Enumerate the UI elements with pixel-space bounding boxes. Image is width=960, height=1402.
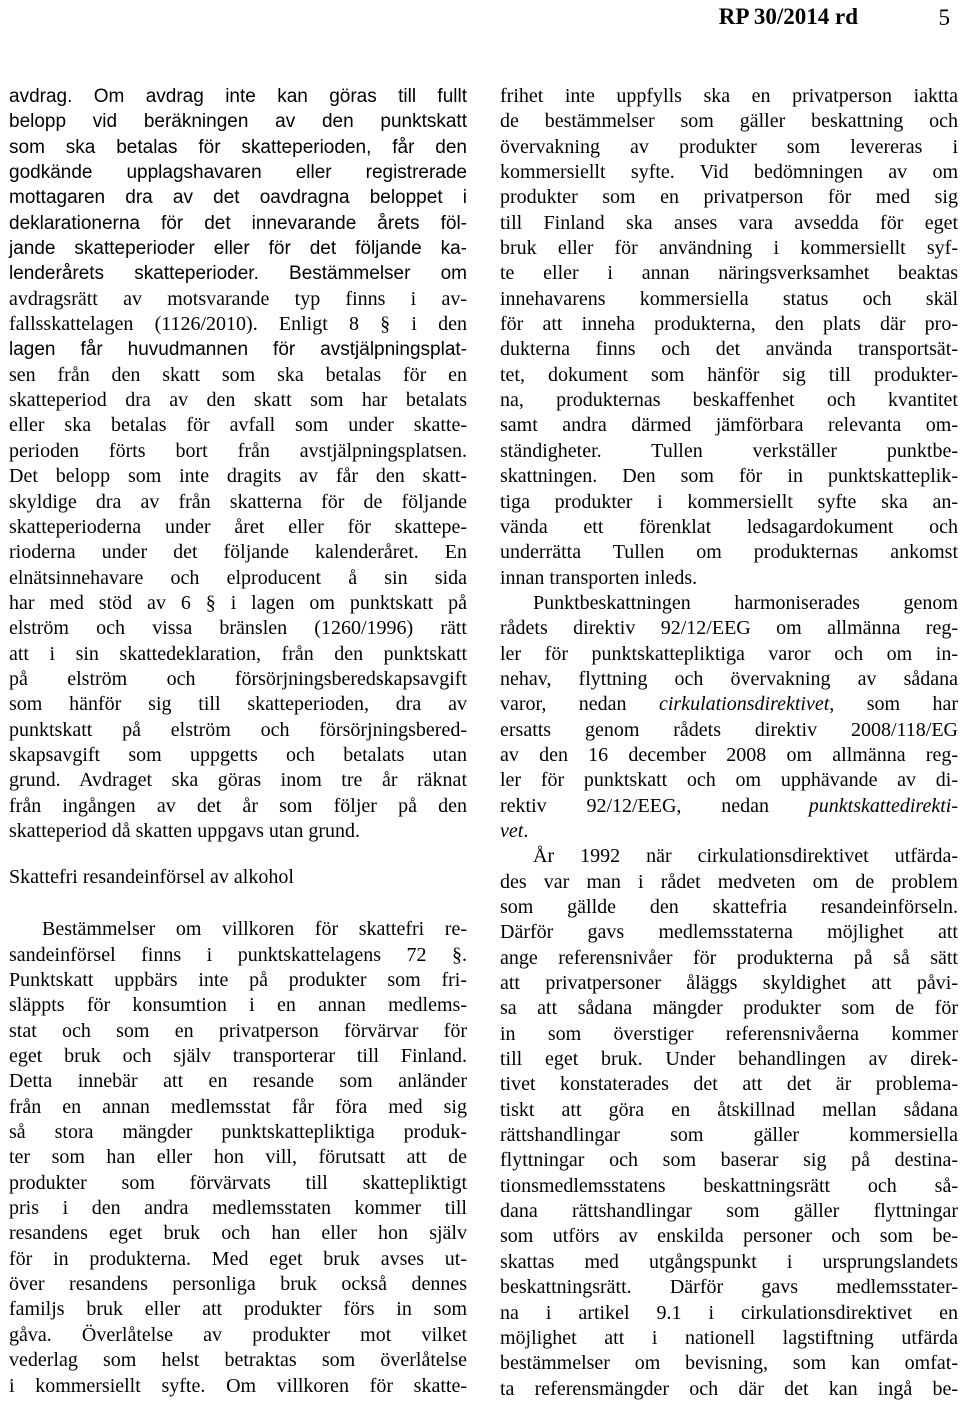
text-line: kommersiellt syfte. Vid bedömningen av om <box>500 161 958 184</box>
page-header <box>0 0 960 40</box>
text-line: perioden förts bort från avstjälpningsplatsen. <box>9 439 467 462</box>
text-line: skattas med utgångspunkt i ursprungslandets <box>500 1250 958 1273</box>
paragraph-deduction <box>9 84 467 844</box>
paragraph-travel-import <box>9 917 467 1399</box>
text-line: möjlighet att i nationell lagstiftning utfärda <box>500 1326 958 1349</box>
text-line: sa att sådana mängder produkter som de för <box>500 997 958 1020</box>
page-number: 5 <box>938 5 950 30</box>
section-heading: Skattefri resandeinförsel av alkohol <box>9 866 294 889</box>
text-line: Det belopp som inte dragits av får den skatt- <box>9 465 467 488</box>
text-line: rådets direktiv 92/12/EEG om allmänna reg- <box>500 617 958 640</box>
text-line: att i sin skattedeklaration, från den punktskatt <box>9 642 467 665</box>
paragraph-reference-levels <box>500 844 958 1402</box>
text-line: na i artikel 9.1 i cirkulationsdirektivet en <box>500 1301 958 1324</box>
text-segment: rektiv 92/12/EEG, nedan <box>500 794 769 817</box>
text-line: att privatpersoner åläggs skyldighet att påvi- <box>500 972 958 995</box>
text-line: nehav, flyttning och övervakning av sådana <box>500 667 958 690</box>
text-line: fallsskattelagen (1126/2010). Enligt 8 § i den <box>9 313 467 336</box>
text-line: skattningen. Den som för in punktskatteplik- <box>500 465 958 488</box>
right-column <box>500 84 958 1402</box>
italic-term: punktskattedirekti- <box>808 794 958 817</box>
text-line: på elström och försörjningsberedskapsavgift <box>9 667 467 690</box>
text-line: frihet inte uppfylls ska en privatperson iaktta <box>500 85 958 107</box>
text-line: flyttningar och som baserar sig på destina- <box>500 1149 958 1172</box>
text-line: underrätta Tullen om produkternas ankomst <box>500 541 958 564</box>
text-line: produkter som förvärvats till skattepliktigt <box>9 1171 467 1194</box>
text-line: des var man i rådet medveten om de problem <box>500 870 958 893</box>
text-line: mottagaren dra av det oavdragna beloppet i <box>9 187 467 209</box>
document-reference: RP 30/2014 rd <box>718 4 858 29</box>
text-line: resandens eget bruk och han eller hon själv <box>9 1222 467 1245</box>
text-line <box>500 819 958 844</box>
text-line: ständigheter. Tullen verkställer punktbe- <box>500 439 958 462</box>
text-line: te eller i annan näringsverksamhet beaktas <box>500 262 958 285</box>
text-line: sandeinförsel finns i punktskattelagens 72 §. <box>9 943 467 966</box>
text-line: jande skatteperioder eller för det följande ka- <box>9 238 467 260</box>
text-line: skatteperiod dra av den skatt som har betalats <box>9 389 467 412</box>
text-line: ta referensmängder och där det kan ingå be- <box>500 1377 958 1400</box>
text-line: skatteperiod då skatten uppgavs utan grund. <box>9 819 361 842</box>
text-line: stat och som en privatperson förvärvar för <box>9 1019 467 1042</box>
text-line: tiga produkter i kommersiellt syfte ska an- <box>500 490 958 513</box>
text-line: som gällde den skattefria resandeinförseln. <box>500 896 958 918</box>
text-line: eget bruk och själv transporterar till Finland. <box>9 1045 467 1068</box>
text-line: beskattningsrätt. Därför gavs medlemsstater- <box>500 1276 958 1299</box>
text-line: vända ett förenklat ledsagardokument och <box>500 515 958 538</box>
text-line: ersatts genom rådets direktiv 2008/118/EG <box>500 718 958 741</box>
text-line: tivet konstaterades det att det är problema- <box>500 1073 958 1096</box>
text-line: ler för punktskatt och om upphävande av di- <box>500 769 958 792</box>
text-line: har med stöd av 6 § i lagen om punktskatt på <box>9 591 467 614</box>
text-line: ange referensnivåer för produkterna på så sätt <box>500 946 958 969</box>
text-line: samt andra därmed jämförbara relevanta om- <box>500 414 958 437</box>
text-line: bestämmelser om bevisning, som kan omfat- <box>500 1352 958 1375</box>
text-line: för att inneha produkterna, den plats där pro- <box>500 313 958 336</box>
text-line: vederlag som helst betraktas som överlåtelse <box>9 1349 467 1372</box>
text-line: bruk eller för användning i kommersiellt syf- <box>500 237 958 260</box>
text-line: produkter som en privatperson för med sig <box>500 186 958 209</box>
text-line: Punktbeskattningen harmoniserades genom <box>533 591 958 614</box>
text-line: i kommersiellt syfte. Om villkoren för skatte- <box>9 1374 467 1397</box>
paragraph-harmonisation <box>500 591 958 844</box>
text-line: för in produkterna. Med eget bruk avses ut- <box>9 1247 467 1270</box>
text-line: övervakning av produkter som levereras i <box>500 135 958 158</box>
text-line: lenderårets skatteperioder. Bestämmelser om <box>9 263 467 285</box>
text-line: Detta innebär att en resande som anländer <box>9 1070 467 1093</box>
text-line: skapsavgift som uppgetts och betalats utan <box>9 743 467 766</box>
text-line: släppts för konsumtion i en annan medlems- <box>9 994 467 1017</box>
text-line: skatteperioderna under året eller för skattepe- <box>9 515 467 538</box>
paragraph-commercial-purpose <box>500 84 958 591</box>
text-line: till Finland ska anses vara avsedda för eget <box>500 211 958 234</box>
text-line: till eget bruk. Under behandlingen av direk- <box>500 1048 958 1071</box>
text-line: rättshandlingar som gäller kommersiella <box>500 1124 958 1147</box>
text-line: pris i den andra medlemsstaten kommer till <box>9 1197 467 1220</box>
spacer <box>9 844 467 864</box>
text-line: tiskt att göra en åtskillnad mellan sådana <box>500 1098 958 1121</box>
text-segment: varor, nedan <box>500 693 627 716</box>
text-line: från ingången av det år som följer på den <box>9 794 467 817</box>
text-line: som utförs av enskilda personer och som be- <box>500 1225 958 1248</box>
italic-term: vet <box>500 819 524 842</box>
text-line: deklarationerna för det innevarande årets föl- <box>9 212 467 234</box>
text-line: Bestämmelser om villkoren för skattefri re- <box>42 918 467 941</box>
text-line: tet, dokument som hänför sig till produkter- <box>500 363 958 386</box>
italic-term: cirkulationsdirektivet <box>658 693 830 716</box>
text-line: över resandens personliga bruk också dennes <box>9 1273 467 1296</box>
text-line: in som överstiger referensnivåerna kommer <box>500 1022 958 1045</box>
text-line: innan transporten inleds. <box>500 566 698 589</box>
text-line: skyldige dra av från skatterna för de följande <box>9 490 467 513</box>
text-line: grund. Avdraget ska göras inom tre år räknat <box>9 769 467 792</box>
text-line: Därför gavs medlemsstaterna möjlighet att <box>500 921 958 944</box>
text-line: na, produkternas beskaffenhet och kvantitet <box>500 389 958 412</box>
text-line: elnätsinnehavare och elproducent å sin sida <box>9 566 467 589</box>
text-line: sen från den skatt som ska betalas för en <box>9 363 467 386</box>
text-line: dukterna finns och det använda transportsät- <box>500 338 958 361</box>
text-line: punktskatt på elström och försörjningsbered- <box>9 718 467 741</box>
text-line: lagen får huvudmannen för avstjälpningsplat- <box>9 339 467 361</box>
text-line: rioderna under det följande kalenderåret. En <box>9 541 467 564</box>
text-segment: . <box>523 819 529 842</box>
text-line: innehavarens kommersiella status och skäl <box>500 287 958 310</box>
text-line: som ska betalas för skatteperioden, får den <box>9 136 467 158</box>
text-line: som hänför sig till skatteperioden, dra av <box>9 693 467 716</box>
text-line: dana rättshandlingar som gäller flyttningar <box>500 1200 958 1223</box>
text-line <box>500 794 958 819</box>
text-line: ler för punktskattepliktiga varor och om in- <box>500 642 958 665</box>
text-line: godkände upplagshavaren eller registrerade <box>9 162 467 184</box>
text-line: Punktskatt uppbärs inte på produkter som fri- <box>9 969 467 991</box>
text-line: så stora mängder punktskattepliktiga produk- <box>9 1121 467 1144</box>
left-column <box>9 84 467 1399</box>
text-line: belopp vid beräkningen av den punktskatt <box>9 111 467 133</box>
text-line: elström och vissa bränslen (1260/1996) rätt <box>9 617 467 640</box>
text-line: från en annan medlemsstat får föra med sig <box>9 1095 467 1118</box>
text-line: avdragsrätt av motsvarande typ finns i av- <box>9 287 467 310</box>
text-line: År 1992 när cirkulationsdirektivet utfärda- <box>533 845 958 868</box>
text-line: tionsmedlemsstatens beskattningsrätt och så- <box>500 1174 958 1197</box>
text-line: gåva. Överlåtelse av produkter mot vilket <box>9 1323 467 1346</box>
text-segment: , som har <box>829 693 958 716</box>
text-line: eller ska betalas för avfall som under skatte- <box>9 414 467 437</box>
spacer <box>9 890 467 917</box>
text-line <box>500 692 958 717</box>
text-line: av den 16 december 2008 om allmänna reg- <box>500 743 958 766</box>
text-line: familjs bruk eller att produkter förs in som <box>9 1298 467 1321</box>
text-line: de bestämmelser som gäller beskattning och <box>500 110 958 133</box>
text-line: avdrag. Om avdrag inte kan göras till fullt <box>9 86 467 107</box>
text-line: ter som han eller hon vill, förutsatt att de <box>9 1146 467 1169</box>
